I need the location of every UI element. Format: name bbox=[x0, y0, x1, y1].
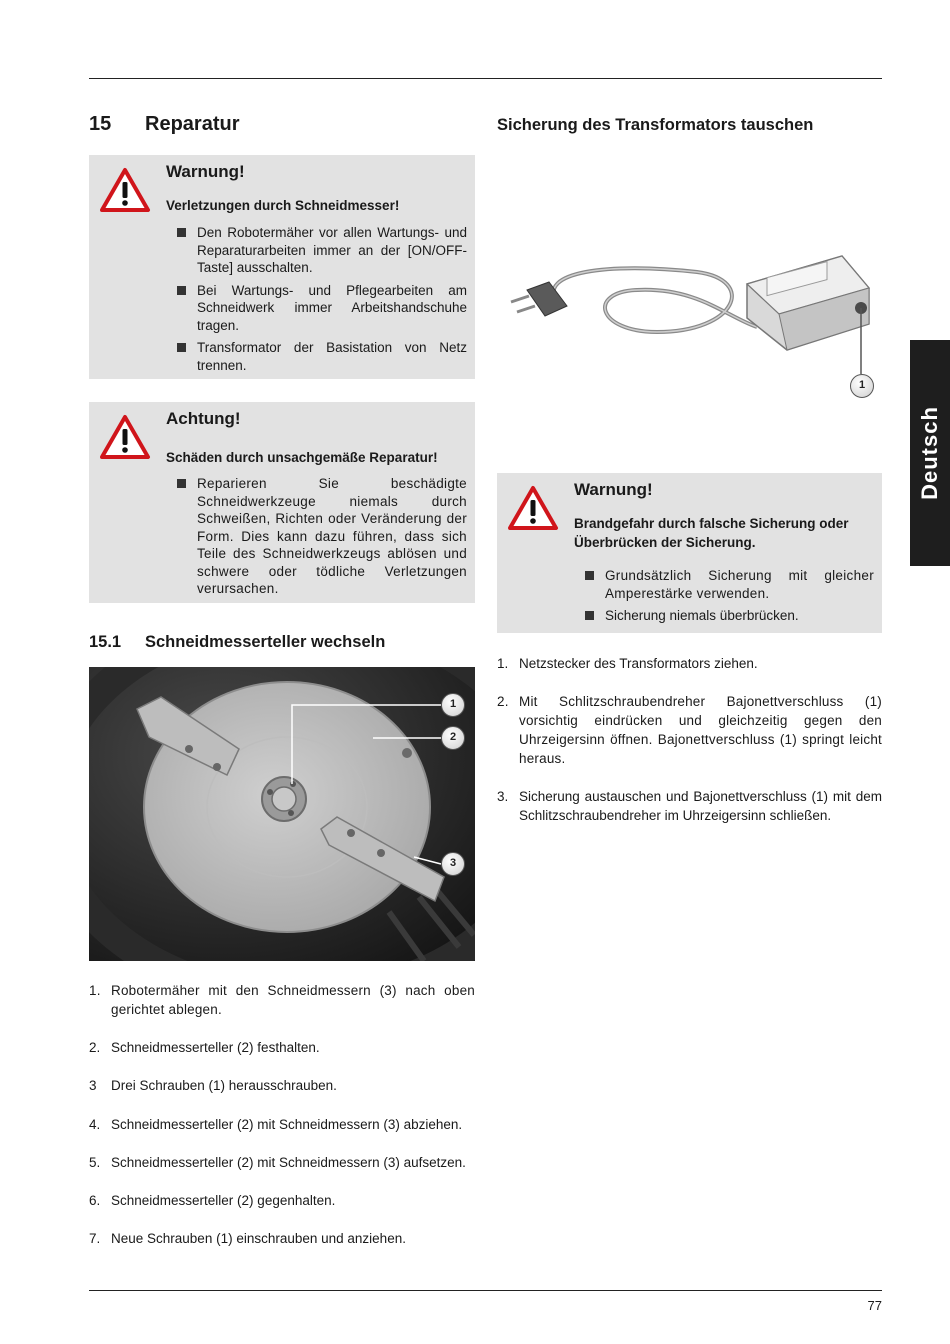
warning-box bbox=[89, 155, 475, 379]
subsection-title: Schneidmesserteller wechseln bbox=[145, 633, 386, 651]
caution-list bbox=[175, 475, 467, 603]
warning-triangle-icon bbox=[99, 167, 151, 213]
page-number: 77 bbox=[867, 1298, 882, 1313]
fuse-steps-list bbox=[497, 654, 882, 825]
warning-list-item: Transformator der Basistation von Netz trennen. bbox=[175, 339, 467, 374]
caution-subtitle: Schäden durch unsachgemäße Reparatur! bbox=[166, 450, 438, 465]
list-item: 6. Schneidmesserteller (2) gegenhalten. bbox=[89, 1193, 336, 1208]
transformer-callout-1: 1 bbox=[850, 374, 874, 398]
language-tab bbox=[910, 340, 950, 566]
warning-list-item: Sicherung niemals überbrücken. bbox=[583, 607, 874, 625]
list-item: 3 Drei Schrauben (1) herausschrauben. bbox=[89, 1078, 337, 1093]
warning-fuse-subtitle: Brandgefahr durch falsche Sicherung oder Überbrücken der Sicherung. bbox=[574, 516, 849, 550]
section-title: Reparatur bbox=[145, 113, 240, 135]
warning-list-item: Grundsätzlich Sicherung mit gleicher Amperestärke verwenden. bbox=[583, 567, 874, 602]
transformer-figure bbox=[497, 232, 883, 404]
bottom-rule bbox=[89, 1290, 882, 1291]
warning-triangle-icon bbox=[99, 414, 151, 460]
section-number: 15 bbox=[89, 113, 112, 135]
blade-callout-3: 3 bbox=[441, 852, 465, 876]
list-item: 1. Robotermäher mit den Schneidmessern (3) nach oben gerichtet ablegen. bbox=[89, 983, 475, 1017]
blade-steps-list bbox=[89, 981, 475, 1248]
plug-shape bbox=[511, 282, 567, 316]
language-tab-label: Deutsch bbox=[917, 406, 942, 500]
bullet-square-icon bbox=[177, 343, 186, 352]
list-item: 5. Schneidmesserteller (2) mit Schneidmessern (3) aufsetzen. bbox=[89, 1155, 466, 1170]
warning-list-item: Bei Wartungs- und Pflegearbeiten am Schneidwerk immer Arbeitshandschuhe tragen. bbox=[175, 282, 467, 335]
warning-list-item: Den Robotermäher vor allen Wartungs- und Reparaturarbeiten immer an der [ON/OFF-Taste] ausschalten. bbox=[175, 224, 467, 277]
warning-title: Warnung! bbox=[166, 162, 245, 181]
bullet-square-icon bbox=[585, 611, 594, 620]
list-item: 2. Mit Schlitzschraubendreher Bajonettverschluss (1) vorsichtig eindrücken und gleichzeitig gegen den Uhrzeigersinn öffnen. Bajonettverschluss (1) springt leicht heraus. bbox=[497, 694, 882, 766]
list-item: 1. Netzstecker des Transformators ziehen. bbox=[497, 656, 758, 671]
blade-disc-figure bbox=[89, 667, 475, 961]
warning-list bbox=[175, 224, 467, 379]
warning-fuse-list bbox=[583, 567, 874, 630]
list-item: 4. Schneidmesserteller (2) mit Schneidmessern (3) abziehen. bbox=[89, 1117, 463, 1132]
warning-box-fuse bbox=[497, 473, 882, 633]
caution-title: Achtung! bbox=[166, 409, 241, 428]
warning-triangle-icon bbox=[507, 485, 559, 531]
subsection-number: 15.1 bbox=[89, 633, 122, 651]
list-item: 3. Sicherung austauschen und Bajonettverschluss (1) mit dem Schlitzschraubendreher im Uhrzeigersinn schließen. bbox=[497, 789, 882, 823]
bullet-square-icon bbox=[177, 228, 186, 237]
list-item: 2. Schneidmesserteller (2) festhalten. bbox=[89, 1040, 320, 1055]
section-heading bbox=[89, 113, 239, 136]
warning-fuse-title: Warnung! bbox=[574, 480, 653, 499]
caution-list-item: Reparieren Sie beschädigte Schneidwerkzeuge niemals durch Schweißen, Richten oder Veränderung der Form. Dies kann dazu führen, dass sich Teile des Schneidwerkzeugs ablösen und schwere oder tödliche Verletzungen verursachen. bbox=[175, 475, 467, 598]
warning-subtitle: Verletzungen durch Schneidmesser! bbox=[166, 198, 400, 213]
bullet-square-icon bbox=[585, 571, 594, 580]
top-rule bbox=[89, 78, 882, 79]
blade-callout-2: 2 bbox=[441, 726, 465, 750]
subsection-heading bbox=[89, 633, 385, 652]
blade-callout-1: 1 bbox=[441, 693, 465, 717]
bullet-square-icon bbox=[177, 479, 186, 488]
bullet-square-icon bbox=[177, 286, 186, 295]
caution-box bbox=[89, 402, 475, 603]
right-heading: Sicherung des Transformators tauschen bbox=[497, 116, 814, 134]
list-item: 7. Neue Schrauben (1) einschrauben und anziehen. bbox=[89, 1231, 406, 1246]
